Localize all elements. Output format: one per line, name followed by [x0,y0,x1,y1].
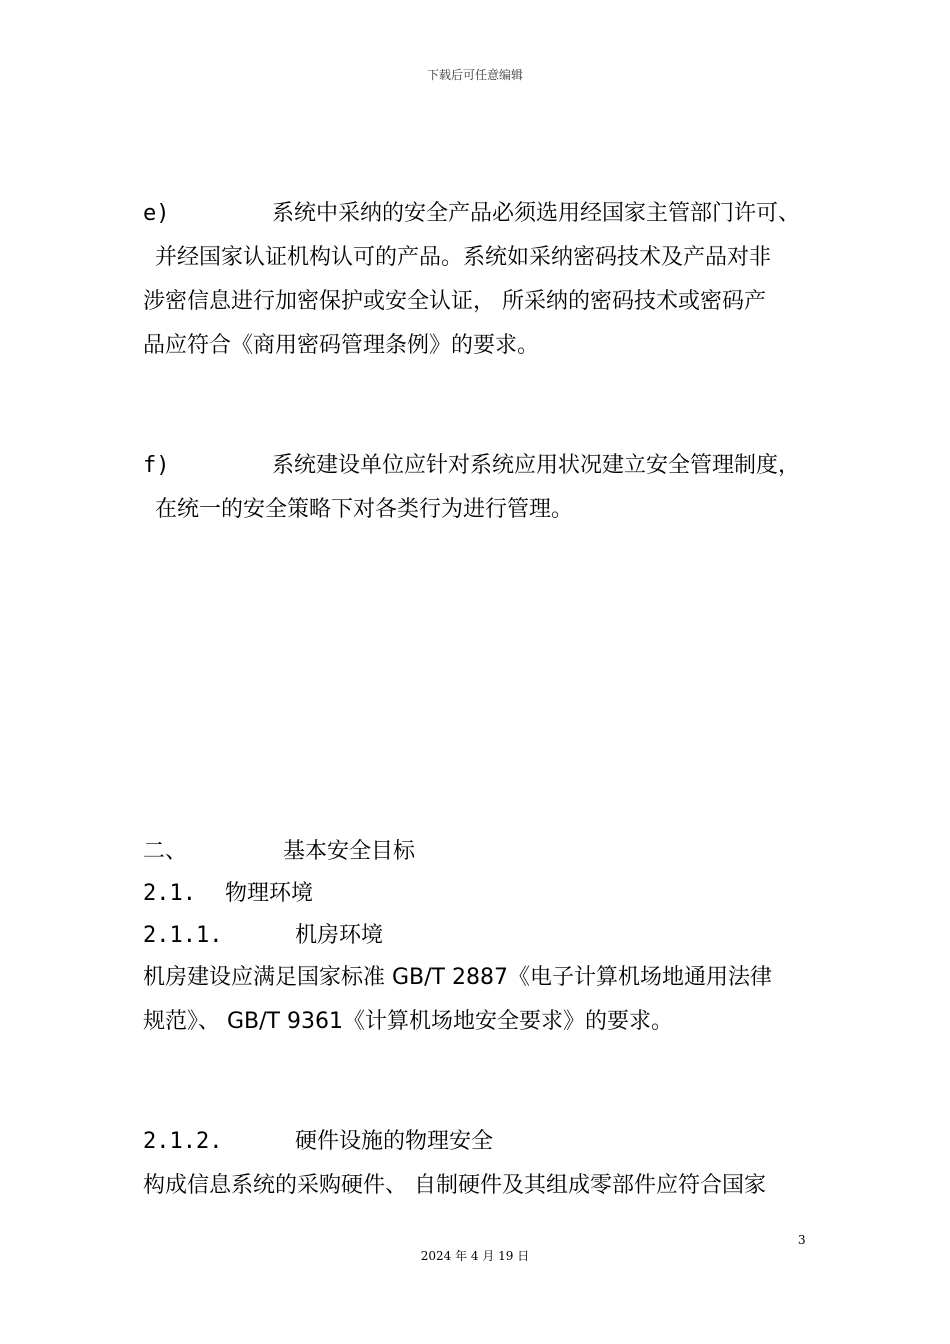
item-f-line-2: 在统一的安全策略下对各类行为进行管理。 [155,497,574,522]
item-e-line-4: 品应符合《商用密码管理条例》的要求。 [143,333,540,358]
item-e-line-3: 涉密信息进行加密保护或安全认证， 所采纳的密码技术或密码产 [143,289,766,314]
section-2-title: 基本安全目标 [283,839,416,864]
page-number: 3 [798,1233,806,1247]
item-e-marker: e) [143,201,170,226]
item-e-line-1: 系统中采纳的安全产品必须选用经国家主管部门许可、 [272,201,801,226]
subsection-2-1-2-number: 2.1.2. [143,1129,223,1154]
subsection-2-1-1-line-1: 机房建设应满足国家标准 GB/T 2887《电子计算机场地通用法律 [143,965,772,990]
subsection-2-1-2-title: 硬件设施的物理安全 [295,1129,494,1154]
footer-date: 2024 年 4 月 19 日 [420,1249,530,1263]
subsection-2-1-1-title: 机房环境 [295,923,384,948]
subsection-2-1-1-line-2: 规范》、 GB/T 9361《计算机场地安全要求》的要求。 [143,1009,673,1034]
subsection-2-1-2-line-1: 构成信息系统的采购硬件、 自制硬件及其组成零部件应符合国家 [143,1173,766,1198]
subsection-2-1-number: 2.1. [143,881,196,906]
item-f-line-1: 系统建设单位应针对系统应用状况建立安全管理制度， [272,453,801,478]
item-e-line-2: 并经国家认证机构认可的产品。系统如采纳密码技术及产品对非 [155,245,772,270]
item-f-marker: f) [143,453,170,478]
subsection-2-1-title: 物理环境 [225,881,314,906]
page-header: 下载后可任意编辑 [426,68,523,82]
section-2-number: 二、 [143,839,188,864]
subsection-2-1-1-number: 2.1.1. [143,923,223,948]
